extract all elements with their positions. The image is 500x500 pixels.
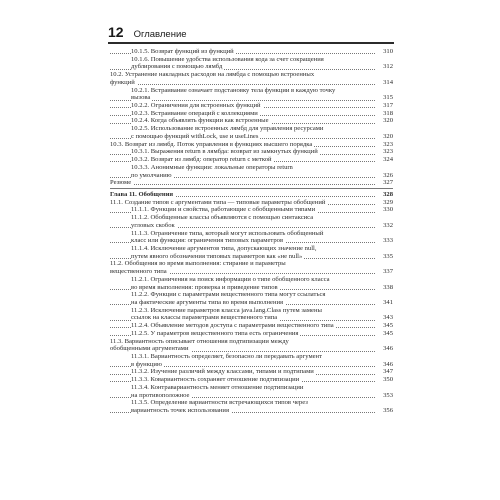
toc-entry[interactable] <box>110 338 393 346</box>
toc-page-number: 356 <box>383 407 393 415</box>
toc-entry-title: путем явного обозначения типовых параметров как «не null» <box>131 252 303 260</box>
toc-entry[interactable] <box>110 156 393 164</box>
toc-entry[interactable] <box>110 117 393 125</box>
toc-entry[interactable] <box>110 314 393 322</box>
toc-entry-title: на фактические аргументы типа во время выполнения <box>131 299 284 306</box>
toc-entry-title: Глава 11. Обобщения <box>110 190 174 198</box>
toc-entry-title: 11.3.4. Контравариантность меняет отношение подтипизации <box>131 383 304 391</box>
toc-page-number: 338 <box>383 283 393 291</box>
toc-page-number: 337 <box>383 268 393 276</box>
toc-page-number: 320 <box>383 132 393 140</box>
toc-entry-title: вещественного типа <box>110 268 167 276</box>
toc-page-number: 323 <box>383 148 393 156</box>
toc-entry[interactable] <box>110 268 393 276</box>
toc-entry[interactable] <box>110 63 393 71</box>
toc-entry-title: на противоположное <box>131 391 190 399</box>
toc-page-number: 341 <box>383 299 393 306</box>
toc-entry-title: 11.3.5. Определение вариантности встречающихся типов через <box>131 399 308 407</box>
toc-page-number: 335 <box>383 252 393 260</box>
dot-leader <box>110 83 375 85</box>
toc-page-number: 310 <box>383 48 393 55</box>
toc-page-number: 328 <box>383 190 393 198</box>
toc-page-number: 345 <box>383 322 393 330</box>
toc-entry-title: 11.2. Обобщения во время выполнения: стирание и параметры <box>110 260 286 268</box>
toc-page-number: 346 <box>383 360 393 368</box>
toc-page-number: 315 <box>383 94 393 102</box>
toc-entry-title: 10.2.4. Когда объявлять функции как встроенные <box>131 117 269 125</box>
toc-entry-title: 10.3. Возврат из лямбд. Поток управления в функциях высшего порядка <box>110 140 313 148</box>
toc-entry[interactable] <box>110 345 393 353</box>
toc-page-number: 326 <box>383 171 393 179</box>
toc-page-number: 333 <box>383 237 393 245</box>
toc-page-number: 327 <box>383 179 393 187</box>
toc-entry[interactable] <box>110 307 393 315</box>
toc-entry[interactable] <box>110 199 393 207</box>
toc-entry-title: в функцию <box>131 360 162 368</box>
toc-page-number: 320 <box>383 117 393 125</box>
toc-entry-title: Резюме <box>110 179 132 187</box>
toc-page-number: 332 <box>383 221 393 229</box>
toc-entry-title: угловых скобок <box>131 221 175 229</box>
toc-entry[interactable] <box>110 237 393 245</box>
toc-entry-title: дублирования с помощью лямбд <box>131 63 223 71</box>
toc-entry-title: 11.3. Вариантность описывает отношения подтипизации между <box>110 337 289 345</box>
toc-entry[interactable] <box>110 361 393 369</box>
toc-entry[interactable] <box>110 125 393 133</box>
toc-entry-title: по умолчанию <box>131 171 172 179</box>
toc-entry[interactable] <box>110 133 393 141</box>
toc-entry[interactable] <box>110 179 393 187</box>
toc-page-number: 347 <box>383 368 393 376</box>
toc-entry[interactable] <box>110 330 393 338</box>
toc-entry[interactable] <box>110 276 393 284</box>
toc-entry-title: вызова <box>131 94 151 102</box>
toc-entry[interactable] <box>110 206 393 214</box>
toc-entry[interactable] <box>110 94 393 102</box>
toc-entry-title: 11.2.5. У параметров вещественного типа есть ограничения <box>131 329 299 337</box>
toc-entry-title: 11.1.4. Исключение аргументов типа, допускающих значение null, <box>131 244 317 252</box>
toc-entry[interactable] <box>110 230 393 238</box>
toc-entry[interactable] <box>110 71 393 79</box>
toc-entry[interactable] <box>110 253 393 261</box>
toc-entry[interactable] <box>110 368 393 376</box>
toc-entry[interactable] <box>110 299 393 307</box>
toc-entry-title: во время выполнения: проверка и приведение типов <box>131 283 278 291</box>
toc-entry[interactable] <box>110 353 393 361</box>
toc-entry[interactable] <box>110 322 393 330</box>
toc-entry-title: 10.1.6. Повышение удобства использования кода за счет сокращения <box>131 55 324 63</box>
toc-entry-title: 10.3.1. Выражения return в лямбда: возврат из замкнутых функций <box>131 148 318 156</box>
toc-entry-title: с помощью функций withLock, use и useLines <box>131 132 259 140</box>
toc-entry[interactable] <box>110 260 393 268</box>
toc-page-number: 324 <box>383 156 393 164</box>
toc-entry-title: 11.2.4. Объявление методов доступа с параметрами вещественного типа <box>131 322 334 330</box>
toc-entry[interactable] <box>110 148 393 156</box>
toc-entry[interactable] <box>110 399 393 407</box>
toc-entry[interactable] <box>110 172 393 180</box>
toc-entry[interactable] <box>110 110 393 118</box>
toc-page-number: 343 <box>383 314 393 322</box>
running-title: Оглавление <box>133 29 187 40</box>
toc-entry[interactable] <box>110 87 393 95</box>
toc-page-number: 353 <box>383 391 393 399</box>
toc-entry-title: класс или функция: ограничения типовых параметров <box>131 237 284 245</box>
toc-entry[interactable] <box>110 376 393 384</box>
toc-entry[interactable] <box>110 407 393 415</box>
toc-entry-title: 10.2.3. Встраивание операций с коллекциями <box>131 109 258 117</box>
toc-page-number: 314 <box>383 78 393 86</box>
toc-page-number: 346 <box>383 345 393 353</box>
toc-entry-title: 11.2.3. Исключение параметров класса java.lang.Class путем замены <box>131 306 322 314</box>
toc-entry-title: ссылок на классы параметрами вещественного типа <box>131 314 278 322</box>
toc-entry-title: 11.3.3. Ковариантность сохраняет отношение подтипизации <box>131 376 300 384</box>
toc-entry-title: 10.2. Устранение накладных расходов на лямбда с помощью встроенных <box>110 71 315 79</box>
toc-entry[interactable] <box>110 102 393 110</box>
header-rule <box>108 42 394 44</box>
toc-entry[interactable] <box>110 79 393 87</box>
toc-page-number: 323 <box>383 140 393 148</box>
toc-entry-title: 10.1.5. Возврат функций из функций <box>131 48 234 55</box>
toc-entry-title: обобщенными аргументами <box>110 345 189 353</box>
toc-entry-title: 11.2.1. Ограничения на поиск информации о типе обобщенного класса <box>131 275 330 283</box>
toc-entry-title: 11.2.2. Функции с параметрами вещественного типа могут ссылаться <box>131 291 326 299</box>
toc-entry-title: 11.1.1. Функции и свойства, работающие с обобщенными типами <box>131 206 316 214</box>
toc-entry[interactable] <box>110 48 393 56</box>
toc-entry-title: функций <box>110 78 135 86</box>
dot-leader <box>110 183 375 185</box>
toc-entry[interactable] <box>110 284 393 292</box>
toc-entry-title: 11.1.3. Ограничение типа, который могут использовать обобщенный <box>131 229 324 237</box>
table-of-contents <box>110 48 393 415</box>
page-header <box>108 24 404 40</box>
toc-entry[interactable] <box>110 222 393 230</box>
toc-entry[interactable] <box>110 384 393 392</box>
toc-entry-title: 10.2.1. Встраивание означает подстановку тела функции в каждую точку <box>131 86 336 94</box>
toc-entry[interactable] <box>110 392 393 400</box>
toc-entry[interactable] <box>110 141 393 149</box>
toc-page-number: 312 <box>383 63 393 71</box>
toc-entry-title: 10.2.2. Ограничения для встроенных функций <box>131 102 261 110</box>
toc-entry[interactable] <box>110 245 393 253</box>
toc-page-number: 345 <box>383 329 393 337</box>
toc-page-number: 317 <box>383 102 393 110</box>
toc-entry-title: вариантность точек использования <box>131 407 229 415</box>
page-number: 12 <box>108 24 124 40</box>
toc-entry[interactable] <box>110 56 393 64</box>
toc-entry-title: 11.3.2. Изучение различий между классами, типами и подтипами <box>131 368 314 376</box>
toc-entry-title: 11.3.1. Вариантность определяет, безопасно ли передавать аргумент <box>131 353 322 361</box>
toc-entry-title: 11.1.2. Обобщенные классы объявляются с помощью синтаксиса <box>131 214 314 222</box>
toc-entry[interactable] <box>110 214 393 222</box>
toc-entry-title: 10.3.3. Анонимные функции: локальные операторы return <box>131 163 293 171</box>
toc-page-number: 318 <box>383 109 393 117</box>
toc-entry[interactable] <box>110 291 393 299</box>
toc-entry-title: 10.3.2. Возврат из лямбд: оператор return с меткой <box>131 156 272 164</box>
toc-entry[interactable] <box>110 164 393 172</box>
toc-page-number: 350 <box>383 376 393 384</box>
toc-entry-title: 11.1. Создание типов с аргументами типа — типовые параметры обобщений <box>110 198 326 206</box>
toc-page-number: 329 <box>383 198 393 206</box>
toc-chapter-entry[interactable] <box>110 191 393 199</box>
toc-entry-title: 10.2.5. Использование встроенных лямбд для управления ресурсами <box>131 125 324 133</box>
toc-page-number: 330 <box>383 206 393 214</box>
